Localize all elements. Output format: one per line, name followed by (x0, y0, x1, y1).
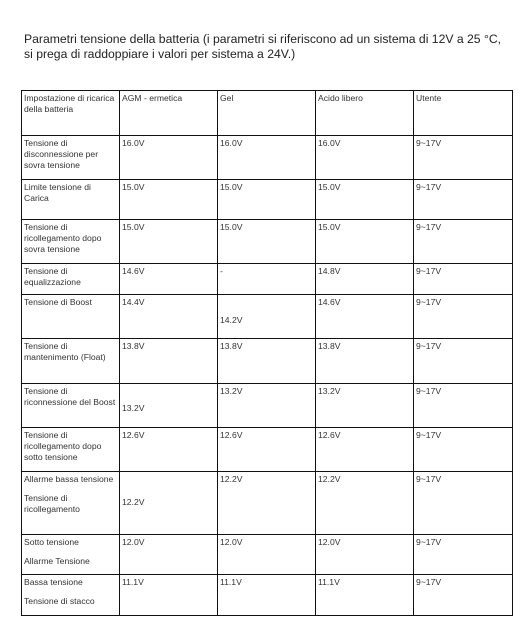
row-label: Tensione di ricollegamento dopo sovra tensione (22, 220, 120, 264)
acid-value: 12.6V (316, 428, 414, 472)
row-label (22, 472, 120, 535)
header-setting: Impostazione di ricarica della batteria (22, 91, 120, 136)
acid-value: 16.0V (316, 136, 414, 180)
header-user: Utente (414, 91, 513, 136)
user-value: 9~17V (414, 472, 513, 535)
header-agm: AGM - ermetica (120, 91, 218, 136)
acid-value: 15.0V (316, 180, 414, 220)
agm-value: 12.2V (120, 472, 218, 535)
gel-value: 15.0V (218, 180, 316, 220)
row-label: Tensione di disconnessione per sovra tensione (22, 136, 120, 180)
gel-value: 14.2V (218, 295, 316, 339)
row-label-line1: Sotto tensione (24, 537, 79, 547)
user-value: 9~17V (414, 339, 513, 384)
gel-value: 13.8V (218, 339, 316, 384)
user-value: 9~17V (414, 264, 513, 295)
row-label-line2: Tensione di ricollegamento (24, 493, 80, 515)
intro-paragraph: Parametri tensione della batteria (i parametri si riferiscono ad un sistema di 12V a 25 °C, si prega di raddoppiare i valori per sistema a 24V.) (24, 32, 502, 61)
row-label: Tensione di Boost (22, 295, 120, 339)
gel-value: - (218, 264, 316, 295)
row-label: Limite tensione di Carica (22, 180, 120, 220)
table-row (22, 339, 513, 384)
table-header-row (22, 91, 513, 136)
row-label-line1: Allarme bassa tensione (24, 474, 114, 484)
user-value: 9~17V (414, 180, 513, 220)
row-label: Tensione di ricollegamento dopo sotto tensione (22, 428, 120, 472)
row-label: Tensione di riconnessione del Boost (22, 384, 120, 428)
agm-value: 11.1V (120, 575, 218, 616)
user-value: 9~17V (414, 295, 513, 339)
acid-value: 15.0V (316, 220, 414, 264)
agm-value: 12.0V (120, 535, 218, 575)
user-value: 9~17V (414, 428, 513, 472)
agm-value: 16.0V (120, 136, 218, 180)
table-row (22, 220, 513, 264)
gel-value: 12.0V (218, 535, 316, 575)
agm-value: 15.0V (120, 180, 218, 220)
acid-value: 13.8V (316, 339, 414, 384)
table-row (22, 136, 513, 180)
table-row (22, 264, 513, 295)
table-row (22, 384, 513, 428)
agm-value: 14.4V (120, 295, 218, 339)
agm-value: 13.2V (120, 384, 218, 428)
table-row (22, 295, 513, 339)
acid-value: 12.0V (316, 535, 414, 575)
gel-value: 12.6V (218, 428, 316, 472)
acid-value: 14.6V (316, 295, 414, 339)
acid-value: 11.1V (316, 575, 414, 616)
user-value: 9~17V (414, 535, 513, 575)
acid-value: 12.2V (316, 472, 414, 535)
table-row (22, 428, 513, 472)
table-row (22, 472, 513, 535)
gel-value: 15.0V (218, 220, 316, 264)
row-label-line1: Bassa tensione (24, 577, 83, 587)
gel-value: 13.2V (218, 384, 316, 428)
table-row (22, 180, 513, 220)
gel-value: 16.0V (218, 136, 316, 180)
acid-value: 14.8V (316, 264, 414, 295)
user-value: 9~17V (414, 384, 513, 428)
acid-value: 13.2V (316, 384, 414, 428)
row-label: Tensione di equalizzazione (22, 264, 120, 295)
header-acid: Acido libero (316, 91, 414, 136)
user-value: 9~17V (414, 220, 513, 264)
agm-value: 15.0V (120, 220, 218, 264)
gel-value: 11.1V (218, 575, 316, 616)
row-label-line2: Tensione di stacco (24, 596, 95, 607)
gel-value: 12.2V (218, 472, 316, 535)
header-gel: Gel (218, 91, 316, 136)
battery-parameters-table (21, 90, 513, 616)
row-label-line2: Allarme Tensione (24, 556, 90, 567)
table-row (22, 535, 513, 575)
row-label (22, 535, 120, 575)
agm-value: 12.6V (120, 428, 218, 472)
user-value: 9~17V (414, 575, 513, 616)
agm-value: 14.6V (120, 264, 218, 295)
row-label (22, 575, 120, 616)
user-value: 9~17V (414, 136, 513, 180)
table-row (22, 575, 513, 616)
row-label: Tensione di mantenimento (Float) (22, 339, 120, 384)
agm-value: 13.8V (120, 339, 218, 384)
